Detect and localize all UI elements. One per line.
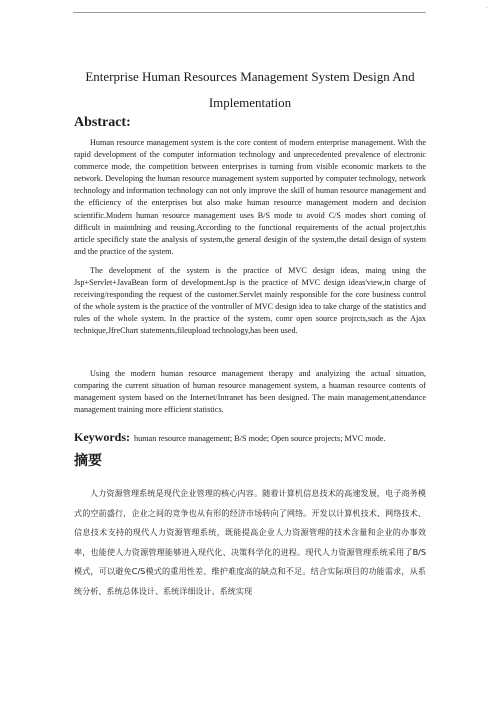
header-rule <box>73 12 426 13</box>
paper-title-line-1: Enterprise Human Resources Management System Design And <box>85 69 415 84</box>
abstract-paragraph-1: Human resource management system is the core content of modern enterprise management. With the rapid development of the computer information technology and unprecedented prevalence of electronic commerce mode, the competition between enterprises is turning from visible economic markets to the network. Developing the human resource management system supported by computer technology, network technology and information technology can not only improve the skill of human resource management and the efficiency of the enterprises but also make human resource management modern and decision scientific.Modern human resource management uses B/S mode to avoid C/S modes short coming of difficult in maintdning and reusing.According to the functional requirements of the actual project,this article specificly state the analysis of system,the general desigin of the system,the detail design of system and the practice of the system. <box>74 138 426 256</box>
paper-title-line-2: Implementation <box>208 95 292 110</box>
abstract-paragraph-3: Using the modern human resource management therapy and analyizing the actual situation, comparing the current situation of human resource management system, a huaman resource contents of management system based on the Internet/Intranet has been designed. The main management,attendance management training more efficient statistics. <box>74 369 426 415</box>
paper-title <box>74 64 426 116</box>
chinese-abstract-heading: 摘要 <box>74 453 102 469</box>
abstract-heading: Abstract: <box>74 115 131 130</box>
header-mark: . <box>486 4 488 10</box>
keywords-line <box>74 428 454 446</box>
abstract-paragraph-2: The development of the system is the practice of MVC design ideas, maing using the Jsp+Servlet+JavaBean form of development.Jsp is the practice of MVC design ideas'view,in charge of receiving/responding the request of the customer.Servlet mainly responsible for the core business control of the whole system is the practice of the vontroller of MVC design idea to take charge of the statistics and rules of the whole system. In the practice of the system, comr open source projrcts,such as the Ajax technique,JfreChart statements,fileupload technology,has been used. <box>74 266 426 336</box>
chinese-abstract-paragraph: 人力资源管理系统是现代企业管理的核心内容。随着计算机信息技术的高速发展，电子商务模式的空前盛行，企业之间的竞争也从有形的经济市场转向了网络。开发以计算机技术、网络技术、信息技术支持的现代人力资源管理系统，既能提高企业人力资源管理的技术含量和企业的办事效率，也能使人力资源管理能够进入现代化、决策科学化的进程。现代人力资源管理系统采用了B/S模式，可以避免C/S模式的重用性差、维护难度高的缺点和不足。结合实际项目的功能需求，从系统分析、系统总体设计、系统详细设计、系统实现 <box>74 488 426 596</box>
keywords-label: Keywords: <box>74 430 130 444</box>
keywords-text: human resource management; B/S mode; Open source projects; MVC mode. <box>134 434 386 443</box>
